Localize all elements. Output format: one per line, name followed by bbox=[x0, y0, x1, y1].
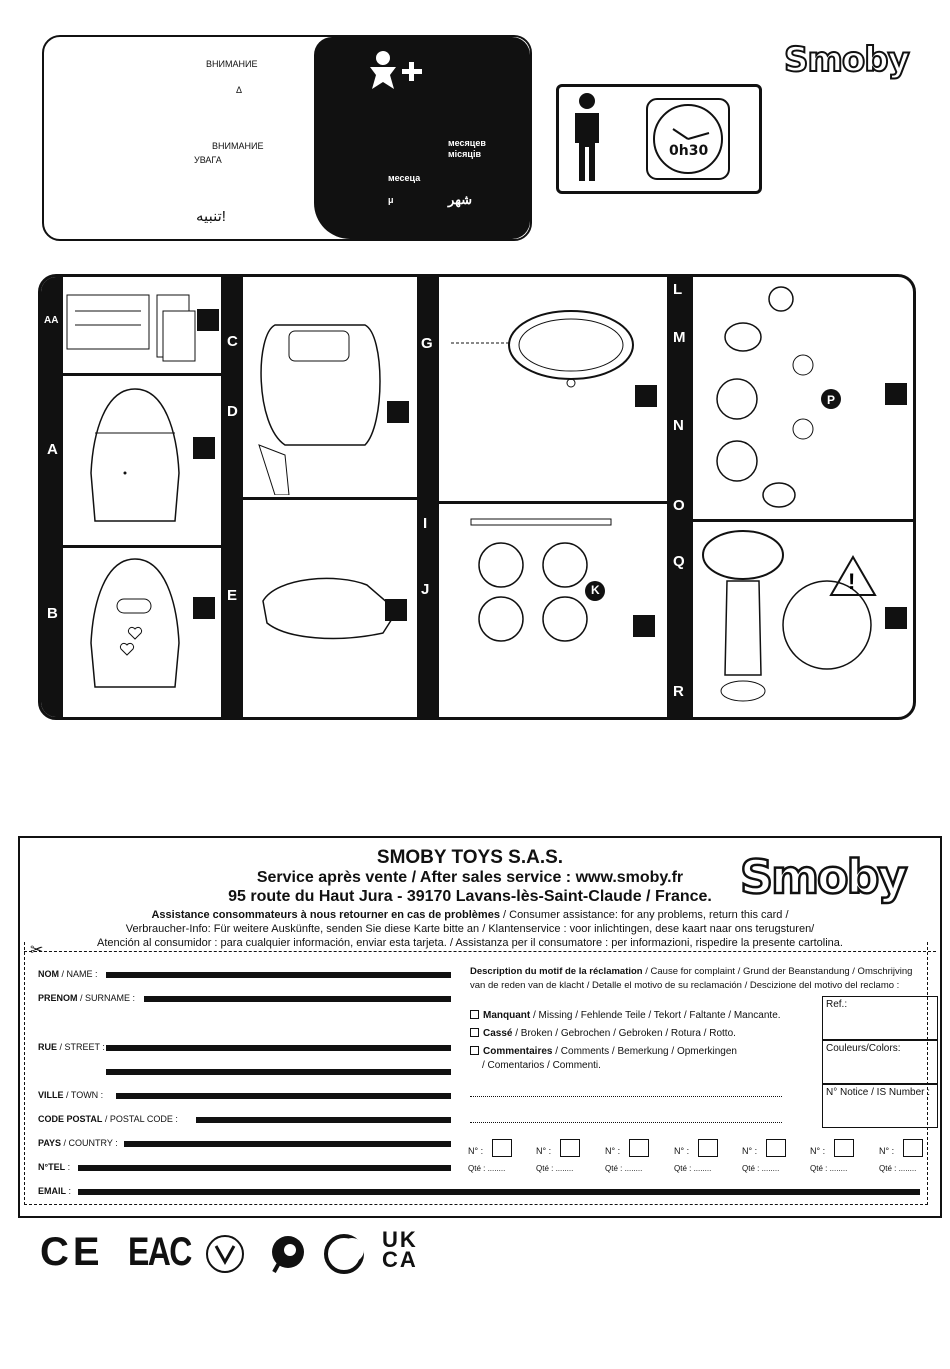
label-P: P bbox=[827, 393, 836, 407]
quantity-label: Qté : ........ bbox=[468, 1164, 506, 1173]
months-mu: μ bbox=[388, 195, 394, 205]
warning-title-uk: УВАГА bbox=[194, 155, 222, 165]
number-box[interactable] bbox=[698, 1139, 718, 1157]
quantity-label: Qté : ........ bbox=[536, 1164, 574, 1173]
number-box[interactable] bbox=[560, 1139, 580, 1157]
number-label: N° : bbox=[605, 1146, 621, 1156]
quantity-label: Qté : ........ bbox=[810, 1164, 848, 1173]
address-line: 95 route du Haut Jura - 39170 Lavans-lès-Saint-Claude / France. bbox=[228, 888, 712, 905]
label-D: D bbox=[227, 403, 238, 420]
number-label: N° : bbox=[742, 1146, 758, 1156]
step-marker bbox=[387, 401, 409, 423]
field-prenom-input[interactable] bbox=[144, 991, 451, 1002]
months-ar: شهر bbox=[448, 192, 473, 207]
company-name: SMOBY TOYS S.A.S. bbox=[376, 847, 564, 868]
field-rue-label: RUE / STREET : bbox=[38, 1042, 105, 1052]
quantity-label: Qté : ........ bbox=[674, 1164, 712, 1173]
step-marker bbox=[197, 309, 219, 331]
adult-icon bbox=[567, 91, 607, 185]
bath-body-illustration bbox=[85, 383, 185, 533]
ref-box[interactable]: Ref.: bbox=[822, 996, 938, 1040]
ce-mark: CE bbox=[40, 1230, 104, 1274]
number-box[interactable] bbox=[834, 1139, 854, 1157]
comment-line-2[interactable] bbox=[470, 1122, 782, 1123]
comment-line-1[interactable] bbox=[470, 1096, 782, 1097]
assistance-line-2: Verbraucher-Info: Für weitere Auskünfte, senden Sie diese Karte bitte an / Klantenservice : voor inlichtingen, dese kaart naar ons terugsturen/ bbox=[125, 923, 815, 935]
step-bar-left bbox=[41, 277, 63, 717]
number-box[interactable] bbox=[903, 1139, 923, 1157]
broken-checkbox[interactable] bbox=[470, 1028, 479, 1037]
missing-checkbox[interactable] bbox=[470, 1010, 479, 1019]
step-marker bbox=[633, 615, 655, 637]
sticker-sheets-illustration bbox=[65, 289, 219, 365]
label-I: I bbox=[423, 515, 428, 532]
months-ru: месяцев bbox=[448, 138, 486, 148]
bath-front-illustration bbox=[85, 553, 185, 693]
label-M: M bbox=[673, 329, 686, 346]
service-line: Service après vente / After sales service : www.smoby.fr bbox=[256, 869, 684, 886]
label-Q: Q bbox=[673, 553, 685, 570]
complaint-description: Description du motif de la réclamation / Cause for complaint / Grund der Beanstandung / Omschrijving van de reden van de klacht / Detalle el motivo de su reclamación / Descizione del motivo del reclamo : bbox=[470, 966, 913, 991]
field-ville-label: VILLE / TOWN : bbox=[38, 1090, 104, 1100]
number-label: N° : bbox=[810, 1146, 826, 1156]
assembly-steps-panel bbox=[38, 274, 916, 720]
field-email-input[interactable] bbox=[78, 1184, 920, 1195]
field-cp-label: CODE POSTAL / POSTAL CODE : bbox=[38, 1114, 178, 1124]
label-R: R bbox=[673, 683, 684, 700]
quantity-label: Qté : ........ bbox=[742, 1164, 780, 1173]
quantity-label: Qté : ........ bbox=[879, 1164, 917, 1173]
field-rue-input-2[interactable] bbox=[106, 1064, 451, 1075]
quantity-label: Qté : ........ bbox=[605, 1164, 643, 1173]
label-E: E bbox=[227, 587, 238, 604]
scissors-icon: ✂ bbox=[30, 942, 44, 959]
divider bbox=[63, 373, 221, 376]
field-tel-label: N°TEL : bbox=[38, 1162, 71, 1172]
conformity-icon bbox=[205, 1234, 245, 1274]
age-warning-panel bbox=[314, 37, 530, 239]
label-A: A bbox=[47, 441, 58, 458]
suction-cups-illustration bbox=[441, 511, 665, 711]
after-sales-card bbox=[18, 836, 942, 1218]
warning-box bbox=[42, 35, 532, 241]
label-J: J bbox=[421, 581, 430, 598]
field-cp-input[interactable] bbox=[196, 1112, 451, 1123]
step-marker bbox=[635, 385, 657, 407]
warning-title-bg: ВНИМАНИЕ bbox=[212, 141, 264, 151]
eac-mark: EAC bbox=[128, 1230, 191, 1274]
label-AA: AA bbox=[44, 315, 59, 326]
number-label: N° : bbox=[879, 1146, 895, 1156]
field-nom-input[interactable] bbox=[106, 967, 451, 978]
clock-icon bbox=[643, 95, 733, 183]
months-uk: місяців bbox=[448, 149, 481, 159]
field-email-label: EMAIL : bbox=[38, 1186, 72, 1196]
number-label: N° : bbox=[536, 1146, 552, 1156]
divider bbox=[439, 501, 667, 504]
assistance-line-3: Atención al consumidor : para cualquier información, enviar esta tarjeta. / Assistanza per il consumatore : per informazioni, rispedire la presente cartolina. bbox=[97, 937, 843, 949]
option-comments-2: / Comentarios / Commenti. bbox=[482, 1060, 601, 1071]
bath-toys-illustration bbox=[701, 283, 901, 513]
step-marker bbox=[193, 597, 215, 619]
clock-time: 0h30 bbox=[669, 143, 709, 159]
option-comments[interactable]: Commentaires / Comments / Bemerkung / Opmerkingen bbox=[470, 1046, 737, 1057]
field-rue-input[interactable] bbox=[106, 1040, 451, 1051]
number-box[interactable] bbox=[492, 1139, 512, 1157]
label-O: O bbox=[673, 497, 685, 514]
leaf-conformity-icon bbox=[266, 1232, 306, 1276]
step-marker bbox=[885, 383, 907, 405]
ukca-mark: UK CA bbox=[382, 1227, 418, 1272]
months-bg: месеца bbox=[388, 173, 421, 183]
label-C: C bbox=[227, 333, 238, 350]
field-pays-label: PAYS / COUNTRY : bbox=[38, 1138, 118, 1148]
field-tel-input[interactable] bbox=[78, 1160, 451, 1171]
warning-title-ar: تنبيه! bbox=[196, 208, 226, 225]
label-B: B bbox=[47, 605, 58, 622]
label-G: G bbox=[421, 335, 433, 352]
seat-assembly-illustration bbox=[245, 305, 395, 495]
field-pays-input[interactable] bbox=[124, 1136, 451, 1147]
child-plus-icon bbox=[366, 49, 426, 91]
divider bbox=[693, 519, 913, 522]
notice-box[interactable]: N° Notice / IS Number : bbox=[822, 1084, 938, 1128]
svg-text:!: ! bbox=[848, 569, 856, 594]
number-box[interactable] bbox=[766, 1139, 786, 1157]
number-box[interactable] bbox=[629, 1139, 649, 1157]
smoby-logo-card: Smoby bbox=[740, 850, 906, 904]
comments-checkbox[interactable] bbox=[470, 1046, 479, 1055]
number-label: N° : bbox=[674, 1146, 690, 1156]
field-ville-input[interactable] bbox=[116, 1088, 451, 1099]
stand-illustration bbox=[697, 525, 907, 713]
assistance-line-1: Assistance consommateurs à nous retourner en cas de problèmes / Consumer assistance: for any problems, return this card / bbox=[151, 909, 789, 921]
field-nom-label: NOM / NAME : bbox=[38, 969, 98, 979]
step-marker bbox=[385, 599, 407, 621]
option-missing[interactable]: Manquant / Missing / Fehlende Teile / Tekort / Faltante / Mancante. bbox=[470, 1010, 781, 1021]
ring-illustration bbox=[451, 303, 651, 403]
smoby-logo: Smoby bbox=[784, 40, 909, 80]
divider bbox=[63, 545, 221, 548]
warning-delta: Δ bbox=[236, 85, 243, 95]
label-N: N bbox=[673, 417, 684, 434]
label-K: K bbox=[591, 583, 600, 597]
step-marker bbox=[885, 607, 907, 629]
number-label: N° : bbox=[468, 1146, 484, 1156]
field-prenom-label: PRENOM / SURNAME : bbox=[38, 993, 136, 1003]
divider bbox=[243, 497, 417, 500]
label-L: L bbox=[673, 281, 683, 298]
assembly-time-box bbox=[556, 84, 762, 194]
option-broken[interactable]: Cassé / Broken / Gebrochen / Gebroken / Rotura / Rotto. bbox=[470, 1028, 736, 1039]
step-marker bbox=[193, 437, 215, 459]
warning-title-ru: ВНИМАНИЕ bbox=[206, 59, 258, 69]
moon-conformity-icon bbox=[322, 1232, 366, 1276]
colors-box[interactable]: Couleurs/Colors: bbox=[822, 1040, 938, 1084]
